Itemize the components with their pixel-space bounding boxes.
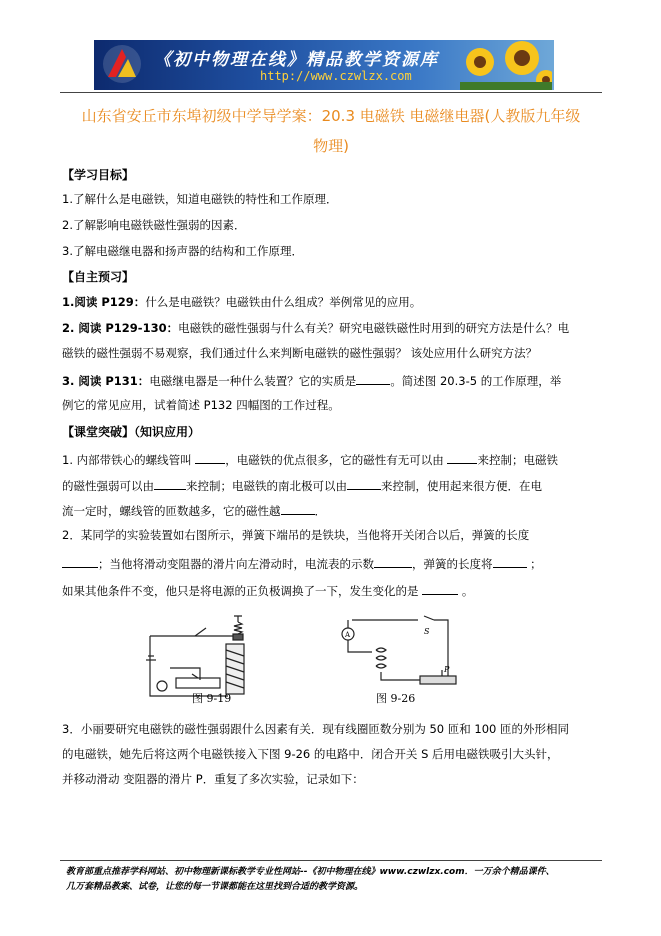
site-logo-icon (102, 43, 142, 85)
document-title (60, 101, 602, 161)
class-q1-text: 的磁性强弱可以由 (62, 479, 154, 493)
banner-url[interactable]: http://www.czwlzx.com (260, 69, 412, 83)
answer-blank[interactable] (356, 372, 390, 385)
answer-blank[interactable] (374, 555, 412, 568)
preview-q1-text: 什么是电磁铁？电磁铁由什么组成？举例常见的应用。 (145, 295, 422, 309)
switch-label: S (424, 627, 430, 636)
preview-q3-label: 3. 阅读 P131： (62, 374, 150, 388)
section-preview-heading: 【自主预习】 (62, 270, 135, 284)
answer-blank[interactable] (422, 582, 458, 595)
class-q3-line1: 3．小丽要研究电磁铁的磁性强弱跟什么因素有关．现有线圈匝数分别为 50 匝和 100 匝的外形相同 (62, 722, 570, 736)
preview-q3 (62, 372, 561, 389)
class-q1-line1 (62, 451, 558, 468)
class-q1-text: 1. 内部带铁心的螺线管叫 (62, 453, 192, 467)
class-q1-text: 来控制，使用起来很方便．在电 (381, 479, 542, 493)
class-q1-text: 流一定时，螺线管的匝数越多，它的磁性越 (62, 504, 281, 518)
answer-blank[interactable] (493, 555, 527, 568)
preview-q3-text-a: 电磁继电器是一种什么装置？它的实质是 (149, 374, 357, 388)
preview-q1 (62, 295, 421, 310)
class-q2-text: 。 (461, 584, 474, 598)
class-q1-line3 (62, 502, 326, 519)
preview-q2-label: 2. 阅读 P129-130： (62, 321, 179, 335)
class-q1-text: ，电磁铁的优点很多，它的磁性有无可以由 (225, 453, 444, 467)
goal-item: 1.了解什么是电磁铁，知道电磁铁的特性和工作原理． (62, 192, 338, 206)
class-q1-text: 来控制；电磁铁 (477, 453, 558, 467)
preview-q2 (62, 321, 569, 336)
answer-blank[interactable] (281, 502, 315, 515)
preview-q2-line2: 磁铁的磁性强弱不易观察，我们通过什么来判断电磁铁的磁性强弱？ 该处应用什么研究方法？ (62, 346, 538, 360)
header-divider (60, 92, 602, 93)
goal-item: 2.了解影响电磁铁磁性强弱的因素． (62, 218, 246, 232)
section-class-heading: 【课堂突破】（知识应用） (62, 425, 201, 439)
class-q2-line1: 2．某同学的实验装置如右图所示，弹簧下端吊的是铁块，当他将开关闭合以后，弹簧的长度 (62, 528, 530, 542)
answer-blank[interactable] (347, 477, 381, 490)
header-banner (94, 40, 554, 90)
class-q2-text: 如果其他条件不变，他只是将电源的正负极调换了一下，发生变化的是 (62, 584, 419, 598)
answer-blank[interactable] (447, 451, 477, 464)
preview-q1-label: 1.阅读 P129： (62, 295, 146, 309)
class-q2-text: ；当他将滑动变阻器的滑片向左滑动时，电流表的示数 (98, 557, 374, 571)
answer-blank[interactable] (195, 451, 225, 464)
class-q1-text: 来控制；电磁铁的南北极可以由 (186, 479, 347, 493)
class-q2-text: ，弹簧的长度将 (412, 557, 493, 571)
preview-q3-line2: 例它的常见应用，试着简述 P132 四幅图的工作过程。 (62, 398, 340, 412)
answer-blank[interactable] (62, 555, 98, 568)
sunflower-image (460, 40, 552, 90)
answer-blank[interactable] (154, 477, 186, 490)
ammeter-label: A (345, 631, 351, 639)
document-title-line1: 山东省安丘市东埠初级中学导学案：20.3 电磁铁 电磁继电器(人教版九年级 (81, 107, 581, 125)
figure-9-19-caption: 图 9-19 (192, 692, 232, 705)
footer-line2: 几万套精品教案、试卷，让您的每一节课都能在这里找到合适的教学资源。 (66, 882, 364, 892)
preview-q3-text-b: 。简述图 20.3-5 的工作原理，举 (390, 374, 562, 388)
slider-label: P (444, 665, 450, 674)
figure-9-26-caption: 图 9-26 (376, 692, 416, 705)
class-q3-line3: 并移动滑动 变阻器的滑片 P．重复了多次实验，记录如下： (62, 772, 364, 786)
class-q2-text: ； (530, 557, 542, 571)
document-title-line2: 物理) (313, 137, 349, 155)
footer-line1: 教育部重点推荐学科网站、初中物理新课标教学专业性网站--《初中物理在线》www.czwlzx.com．一万余个精品课件、 (66, 867, 555, 877)
figure-9-26-circuit (336, 612, 460, 690)
footer-divider (60, 860, 602, 861)
goal-item: 3.了解电磁继电器和扬声器的结构和工作原理． (62, 244, 303, 258)
class-q1-line2 (62, 477, 542, 494)
class-q1-text: ． (314, 504, 326, 518)
preview-q2-text: 电磁铁的磁性强弱与什么有关？研究电磁铁磁性时用到的研究方法是什么？电 (178, 321, 570, 335)
class-q3-line2: 的电磁铁，她先后将这两个电磁铁接入下图 9-26 的电路中．闭合开关 S 后用电磁铁吸引大头针， (62, 747, 559, 761)
class-q2-line3 (62, 582, 473, 599)
class-q2-line2 (62, 555, 542, 572)
banner-title: 《初中物理在线》精品教学资源库 (154, 50, 439, 70)
section-goals-heading: 【学习目标】 (62, 168, 135, 182)
